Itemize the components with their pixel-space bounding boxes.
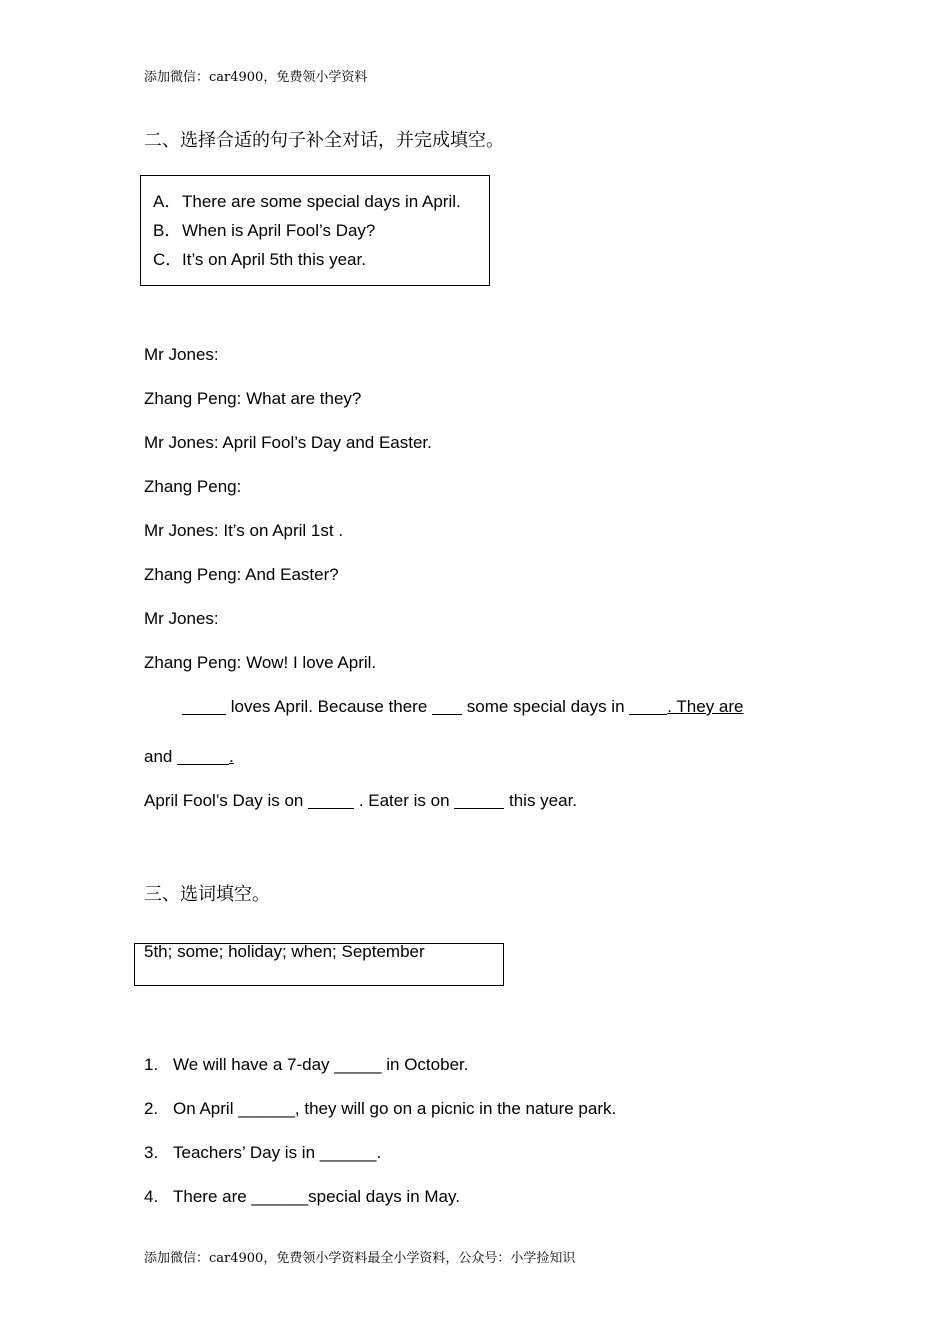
word-bank: 5th; some; holiday; when; September <box>144 942 425 961</box>
dialogue-line: Zhang Peng: What are they? <box>144 389 362 408</box>
summary-line-1 <box>182 697 744 717</box>
blank-field[interactable] <box>629 697 667 715</box>
summary-text: this year. <box>504 791 578 810</box>
option-text: When is April Fool’s Day? <box>182 221 376 240</box>
blank-field[interactable] <box>454 791 504 809</box>
summary-text: loves April. Because there <box>226 697 433 716</box>
summary-text: . <box>229 747 234 766</box>
option-letter: B． <box>153 221 182 240</box>
blank-field[interactable] <box>308 791 354 809</box>
section2-title: 二、选择合适的句子补全对话，并完成填空。 <box>144 130 504 151</box>
dialogue-line: Mr Jones: It’s on April 1st . <box>144 521 344 540</box>
blank-field[interactable] <box>432 697 462 715</box>
summary-line-3 <box>144 791 577 811</box>
option-b <box>153 216 375 241</box>
question-number: 4. <box>144 1187 159 1206</box>
blank-field[interactable] <box>182 697 226 715</box>
dialogue-line: Zhang Peng: <box>144 477 242 496</box>
question-number: 3. <box>144 1143 159 1162</box>
summary-text: April Fool’s Day is on <box>144 791 309 810</box>
option-c <box>153 245 366 270</box>
section3-title: 三、选词填空。 <box>144 884 270 905</box>
question-text: Teachers’ Day is in ______. <box>173 1143 382 1162</box>
dialogue-line: Zhang Peng: And Easter? <box>144 565 339 584</box>
question-item <box>144 1099 616 1119</box>
question-text: On April ______, they will go on a picnic in the nature park. <box>173 1099 617 1118</box>
dialogue-line: Mr Jones: <box>144 609 219 628</box>
dialogue-line: Zhang Peng: Wow! I love April. <box>144 653 377 672</box>
page-header: 添加微信：car4900，免费领小学资料 <box>144 70 368 85</box>
summary-text: and <box>144 747 178 766</box>
option-letter: C． <box>153 250 183 269</box>
option-a <box>153 187 461 212</box>
summary-text: . They are <box>667 697 744 716</box>
question-item <box>144 1187 460 1207</box>
option-text: It’s on April 5th this year. <box>182 250 366 269</box>
page-footer: 添加微信：car4900，免费领小学资料最全小学资料，公众号：小学捡知识 <box>144 1251 576 1266</box>
summary-line-2 <box>144 747 234 767</box>
option-text: There are some special days in April. <box>182 192 461 211</box>
option-letter: A． <box>153 192 182 211</box>
question-number: 2. <box>144 1099 159 1118</box>
question-text: There are ______special days in May. <box>173 1187 460 1206</box>
summary-text: some special days in <box>462 697 630 716</box>
blank-field[interactable] <box>177 747 229 765</box>
summary-text: . Eater is on <box>354 791 455 810</box>
question-item <box>144 1143 381 1163</box>
dialogue-line: Mr Jones: April Fool’s Day and Easter. <box>144 433 432 452</box>
dialogue-line: Mr Jones: <box>144 345 219 364</box>
question-item <box>144 1055 468 1075</box>
question-text: We will have a 7-day _____ in October. <box>173 1055 469 1074</box>
question-number: 1. <box>144 1055 159 1074</box>
